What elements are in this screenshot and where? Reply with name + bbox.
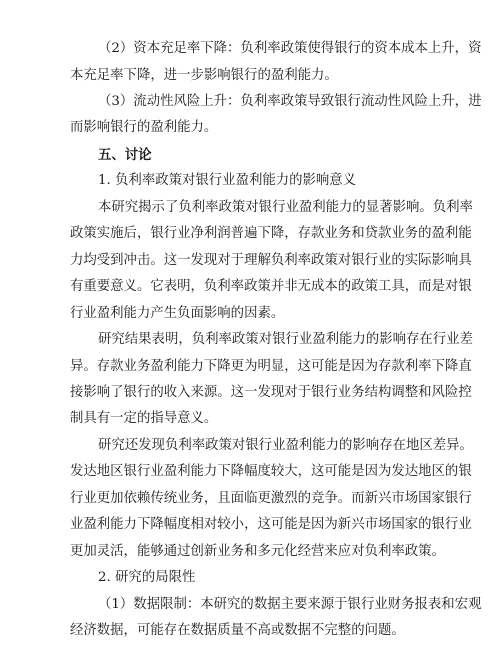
text-line: 研究还发现负利率政策对银行业盈利能力的影响存在地区差异。 (98, 437, 473, 453)
text-line: 政策实施后，银行业净利润普遍下降，存款业务和贷款业务的盈利能 (70, 226, 472, 242)
text-line: （3）流动性风险上升：负利率政策导致银行流动性风险上升，进 (98, 93, 482, 109)
text-line: （2）资本充足率下降：负利率政策使得银行的资本成本上升，资 (98, 41, 482, 56)
text-line: 接影响了银行的收入来源。这一发现对于银行业务结构调整和风险控 (70, 384, 472, 400)
text-line: 经济数据，可能存在数据质量不高或数据不完整的问题。 (70, 623, 405, 638)
section-heading: 五、讨论 (98, 146, 152, 163)
text-line: 业盈利能力下降幅度相对较小，这可能是因为新兴市场国家的银行业 (70, 517, 472, 533)
text-line: 本充足率下降，进一步影响银行的盈利能力。 (70, 67, 338, 83)
subsection-heading: 2. 研究的局限性 (98, 570, 196, 586)
text-line: 研究结果表明，负利率政策对银行业盈利能力的影响存在行业差 (98, 332, 473, 347)
text-line: 行业更加依赖传统业务，且面临更激烈的竞争。而新兴市场国家银行 (70, 490, 472, 506)
text-line: 行业盈利能力产生负面影响的因素。 (70, 305, 285, 321)
text-line: 异。存款业务盈利能力下降更为明显，这可能是因为存款利率下降直 (70, 358, 472, 374)
subsection-heading: 1. 负利率政策对银行业盈利能力的影响意义 (98, 173, 357, 189)
text-line: 力均受到冲击。这一发现对于理解负利率政策对银行业的实际影响具 (70, 252, 472, 268)
text-line: 有重要意义。它表明，负利率政策并非无成本的政策工具，而是对银 (70, 279, 472, 295)
text-line: 本研究揭示了负利率政策对银行业盈利能力的显著影响。负利率 (98, 199, 473, 215)
text-line: 制具有一定的指导意义。 (70, 411, 218, 427)
text-line: （1）数据限制：本研究的数据主要来源于银行业财务报表和宏观 (98, 596, 482, 612)
text-line: 而影响银行的盈利能力。 (70, 120, 218, 136)
text-line: 发达地区银行业盈利能力下降幅度较大，这可能是因为发达地区的银 (70, 464, 472, 480)
text-line: 更加灵活，能够通过创新业务和多元化经营来应对负利率政策。 (70, 543, 445, 559)
